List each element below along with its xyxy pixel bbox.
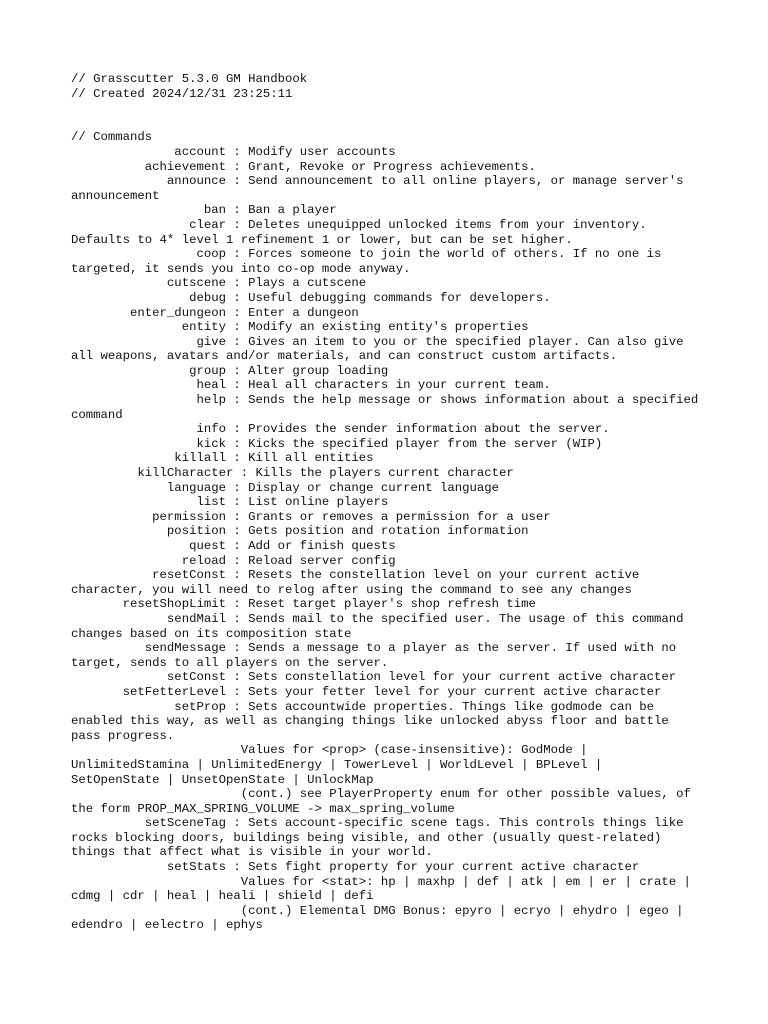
command-line: SetOpenState | UnsetOpenState | UnlockMap (71, 772, 374, 787)
command-line: announce : Send announcement to all online players, or manage server's (71, 174, 684, 189)
command-line: pass progress. (71, 728, 175, 743)
command-line: permission : Grants or removes a permission for a user (71, 509, 551, 524)
command-line: setFetterLevel : Sets your fetter level for your current active character (71, 684, 662, 699)
command-line: sendMail : Sends mail to the specified user. The usage of this command (71, 611, 684, 626)
handbook-document (71, 72, 711, 933)
command-line: list : List online players (71, 495, 389, 510)
command-line: rocks blocking doors, buildings being visible, and other (usually quest-related) (71, 830, 662, 845)
command-line: (cont.) see PlayerProperty enum for other possible values, of (71, 787, 691, 802)
command-line: setConst : Sets constellation level for your current active character (71, 670, 677, 685)
command-line: things that affect what is visible in your world. (71, 845, 433, 860)
command-line: kick : Kicks the specified player from the server (WIP) (71, 436, 603, 451)
command-line: account : Modify user accounts (71, 144, 396, 159)
header-title-line: // Grasscutter 5.3.0 GM Handbook (71, 72, 308, 86)
command-line: give : Gives an item to you or the specified player. Can also give (71, 334, 684, 349)
command-line: resetConst : Resets the constellation level on your current active (71, 568, 640, 583)
command-line: reload : Reload server config (71, 553, 396, 568)
command-line: resetShopLimit : Reset target player's shop refresh time (71, 597, 536, 612)
header-created-line: // Created 2024/12/31 23:25:11 (71, 86, 293, 101)
command-line: Values for <prop> (case-insensitive): GodMode | (71, 743, 588, 758)
command-line: setSceneTag : Sets account-specific scene tags. This controls things like (71, 816, 684, 831)
command-line: group : Alter group loading (71, 363, 389, 378)
command-line: (cont.) Elemental DMG Bonus: epyro | ecryo | ehydro | egeo | (71, 903, 684, 918)
commands-list (71, 145, 711, 933)
command-line: achievement : Grant, Revoke or Progress achievements. (71, 159, 536, 174)
command-line: all weapons, avatars and/or materials, and can construct custom artifacts. (71, 349, 618, 364)
command-line: setStats : Sets fight property for your current active character (71, 860, 640, 875)
command-line: coop : Forces someone to join the world of others. If no one is (71, 247, 662, 262)
command-line: quest : Add or finish quests (71, 539, 396, 553)
command-line: heal : Heal all characters in your current team. (71, 378, 551, 393)
command-line: enter_dungeon : Enter a dungeon (71, 305, 359, 320)
command-line: setProp : Sets accountwide properties. Things like godmode can be (71, 699, 654, 714)
spacer (71, 101, 711, 130)
command-line: changes based on its composition state (71, 626, 352, 641)
command-line: clear : Deletes unequipped unlocked items from your inventory. (71, 217, 647, 232)
command-line: Defaults to 4* level 1 refinement 1 or lower, but can be set higher. (71, 232, 573, 247)
command-line: cutscene : Plays a cutscene (71, 276, 367, 291)
command-line: cdmg | cdr | heal | heali | shield | defi (71, 889, 374, 904)
command-line: ban : Ban a player (71, 203, 337, 218)
command-line: enabled this way, as well as changing things like unlocked abyss floor and battle (71, 714, 669, 729)
command-line: killall : Kill all entities (71, 451, 374, 466)
command-line: debug : Useful debugging commands for developers. (71, 290, 551, 305)
command-line: Values for <stat>: hp | maxhp | def | atk | em | er | crate | (71, 874, 691, 889)
command-line: character, you will need to relog after using the command to see any changes (71, 582, 632, 597)
command-line: the form PROP_MAX_SPRING_VOLUME -> max_spring_volume (71, 801, 455, 816)
section-title: // Commands (71, 130, 153, 145)
command-line: target, sends to all players on the server. (71, 655, 389, 670)
command-line: position : Gets position and rotation information (71, 524, 529, 539)
command-line: killCharacter : Kills the players current character (71, 466, 514, 481)
command-line: sendMessage : Sends a message to a player as the server. If used with no (71, 641, 677, 656)
command-line: targeted, it sends you into co-op mode anyway. (71, 261, 411, 276)
command-line: edendro | eelectro | ephys (71, 918, 263, 933)
command-line: UnlimitedStamina | UnlimitedEnergy | TowerLevel | WorldLevel | BPLevel | (71, 757, 603, 772)
command-line: announcement (71, 188, 160, 203)
command-line: entity : Modify an existing entity's properties (71, 320, 529, 335)
command-line: help : Sends the help message or shows information about a specified (71, 393, 699, 408)
command-line: info : Provides the sender information about the server. (71, 422, 610, 437)
command-line: command (71, 407, 123, 422)
command-line: language : Display or change current language (71, 480, 500, 495)
